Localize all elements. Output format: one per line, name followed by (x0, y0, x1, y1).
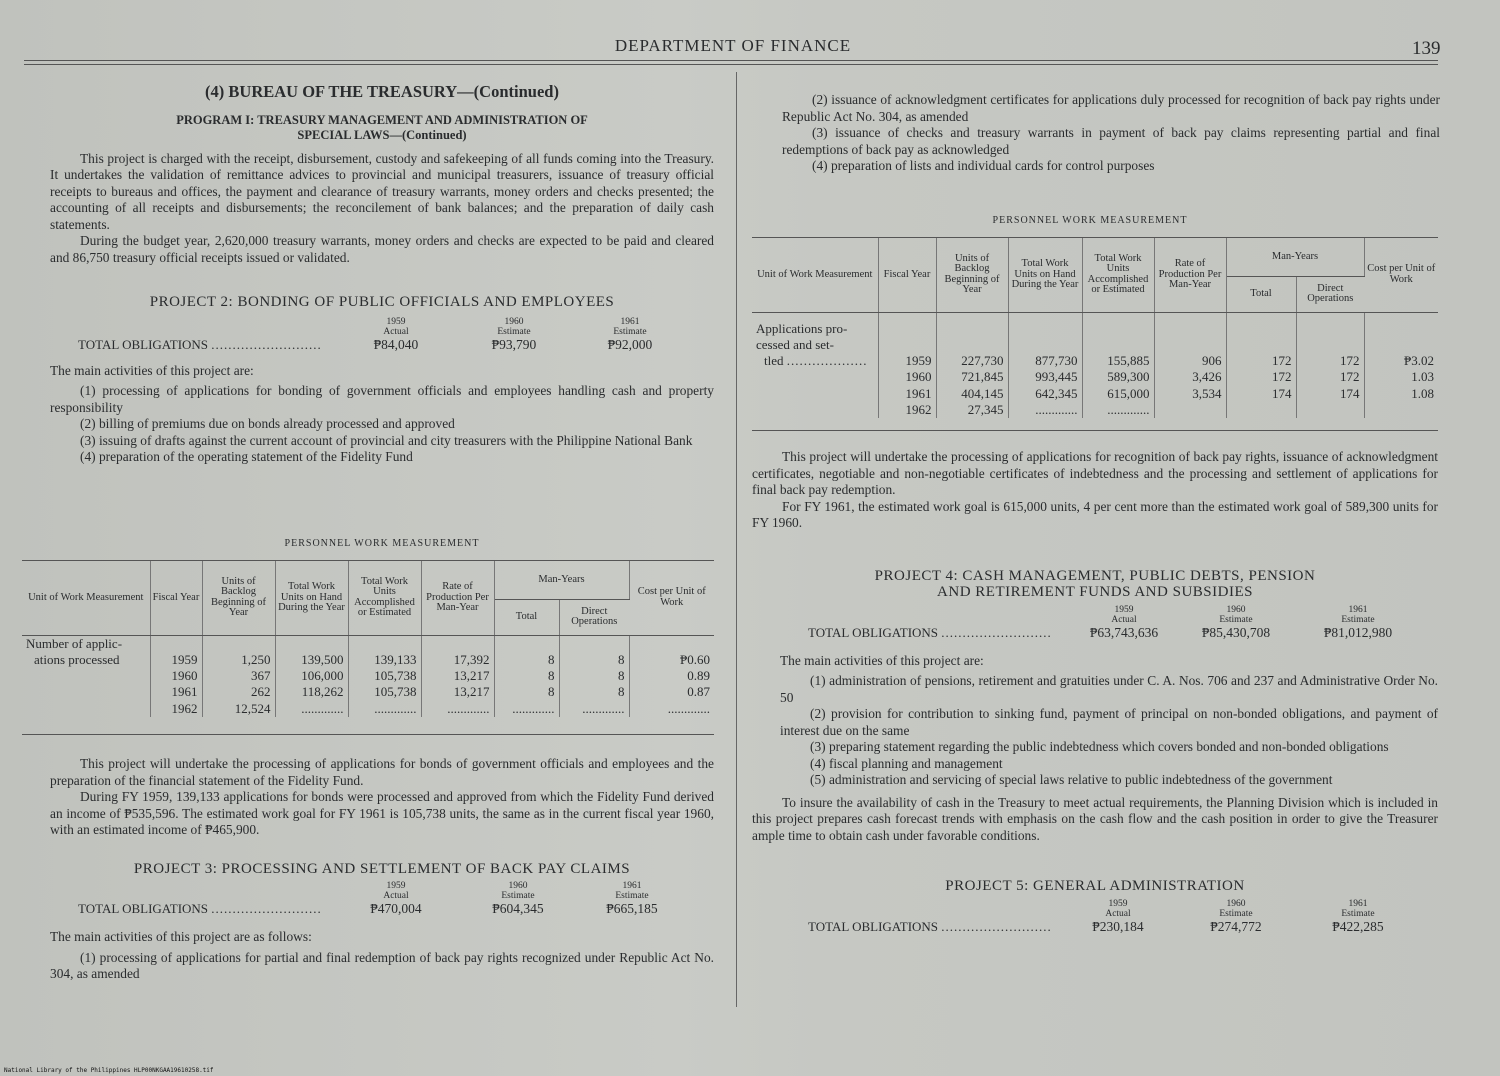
th-unit: Unit of Work Measurement (22, 561, 150, 635)
cell-backlog: 721,845 (936, 369, 1008, 385)
col-1961-head: 1961 Estimate (613, 316, 647, 337)
table-row: 1962 27,345 ............. ............. (752, 402, 1438, 418)
oblig-1960: ₱85,430,708 (1201, 624, 1271, 640)
cell-rate: 906 (1154, 353, 1226, 369)
oblig-1960: ₱604,345 (492, 901, 544, 916)
cell-cost: ₱3.02 (1404, 353, 1434, 369)
project5-obligations (752, 899, 1438, 935)
cell-cost: ₱0.60 (680, 651, 710, 667)
cell-total: 8 (494, 668, 559, 684)
th-backlog: Units of Backlog Beginning of Year (202, 561, 275, 635)
oblig-label: TOTAL OBLIGATIONS .......................... (808, 918, 1052, 934)
pwm-title-left: PERSONNEL WORK MEASUREMENT (284, 538, 480, 549)
pwm-title-right: PERSONNEL WORK MEASUREMENT (992, 215, 1188, 226)
cell-total: 8 (494, 684, 559, 700)
project4-obligations (752, 605, 1438, 641)
project2-description-2: During FY 1959, 139,133 applications for bonds were processed and approved from which the Fidelity Fund derived an income of ₱535,596. The estimated work goal for FY 1961 is 105,738 units, the same as in the current fiscal year 1960, with an estimated income of ₱465,900. (50, 789, 714, 837)
th-on-hand: Total Work Units on Hand During the Year (1008, 238, 1082, 312)
th-cost: Cost per Unit of Work (1364, 238, 1438, 312)
oblig-label: TOTAL OBLIGATIONS .......................... (78, 901, 322, 916)
oblig-1961: ₱422,285 (1332, 918, 1384, 934)
oblig-1960: ₱93,790 (491, 336, 537, 352)
cell-year: 1961 (878, 386, 936, 402)
activity-3: (3) issuing of drafts against the current account of provincial and city treasurers with the Philippine National Bank (80, 432, 693, 448)
cell-rate: 3,426 (1154, 369, 1226, 385)
table-row (22, 668, 714, 684)
cell-on-hand: 877,730 (1008, 353, 1082, 369)
th-direct: Direct Operations (1296, 276, 1364, 312)
activity-4: (4) preparation of the operating statement of the Fidelity Fund (80, 449, 413, 464)
cell-year: 1962 (150, 701, 202, 717)
cell-year: 1962 (878, 402, 936, 418)
cell-accomplished: 589,300 (1082, 369, 1154, 385)
col-1959-head: 1959 Actual (1105, 898, 1131, 919)
work-measurement-table-right (752, 238, 1438, 418)
cell-on-hand: 642,345 (1008, 386, 1082, 402)
oblig-1961: ₱665,185 (606, 901, 658, 916)
cell-accomplished: 155,885 (1082, 353, 1154, 369)
scan-footer: National Library of the Philippines HLP00NKGAA19610258.tif (4, 1067, 214, 1074)
cell-cost: 1.08 (1411, 385, 1434, 401)
activity-1: (1) processing of applications for bonding of government officials and employees handling cash and property responsibility (50, 383, 714, 415)
cell-year: 1960 (150, 668, 202, 684)
project3-title: PROJECT 3: PROCESSING AND SETTLEMENT OF BACK PAY CLAIMS (133, 860, 631, 877)
cell-rate: 13,217 (421, 668, 494, 684)
page-header: DEPARTMENT OF FINANCE (614, 36, 852, 55)
activity-3: (3) issuance of checks and treasury warrants in payment of back pay claims representing partial and final redemptions of back pay as acknowledged (782, 125, 1440, 157)
th-fiscal: Fiscal Year (878, 238, 936, 312)
left-column-lower (50, 756, 714, 983)
activity-2: (2) provision for contribution to sinking fund, payment of principal on non-bonded obligations, and payment of interest due on the same (780, 706, 1438, 738)
cell-accomplished: 105,738 (348, 668, 421, 684)
col-1960-head: 1960 Estimate (497, 316, 531, 337)
th-backlog: Units of Backlog Beginning of Year (936, 238, 1008, 312)
cell-direct: 8 (559, 668, 629, 684)
cell-direct: 8 (559, 652, 629, 668)
th-cost: Cost per Unit of Work (629, 561, 714, 635)
table-bottom-rule (22, 734, 714, 735)
cell-total: 172 (1226, 369, 1296, 385)
cell-direct: 174 (1296, 386, 1364, 402)
th-rate: Rate of Production Per Man-Year (1154, 238, 1226, 312)
cell-backlog: 262 (202, 684, 275, 700)
cell-on-hand: 139,500 (275, 652, 348, 668)
table-bottom-rule (752, 430, 1438, 431)
activities-intro: The main activities of this project are: (50, 362, 254, 378)
cell-backlog: 227,730 (936, 353, 1008, 369)
cell-backlog: 404,145 (936, 386, 1008, 402)
cell-backlog: 27,345 (936, 402, 1008, 418)
activity-1: (1) administration of pensions, retirement and gratuities under C. A. Nos. 706 and 237 and Administrative Order No. 50 (780, 673, 1438, 705)
cell-on-hand: 106,000 (275, 668, 348, 684)
intro-paragraph-1: This project is charged with the receipt, disbursement, custody and safekeeping of all funds coming into the Treasury. It undertakes the validation of remittance advices to provincial and municipal treasurers, issuance of treasury official receipts to bureaus and offices, the payment and clearance of treasury warrants, money orders and checks presented; the accounting of all receipts and disbursements; the reconcilement of bank balances; and the preparation of daily cash statements. (50, 150, 714, 232)
cell-backlog: 367 (202, 668, 275, 684)
project3-description-1: This project will undertake the processing of applications for recognition of back pay rights, issuance of acknowledgment certificates, negotiable and non-negotiable certificates of indebtedness and the processing and settlement of applications for final back pay redemption. (752, 449, 1438, 497)
oblig-label: TOTAL OBLIGATIONS .......................... (78, 336, 322, 352)
right-column-lower (752, 449, 1438, 935)
project5-title: PROJECT 5: GENERAL ADMINISTRATION (945, 878, 1245, 894)
cell-cost: 1.03 (1411, 369, 1434, 385)
oblig-1960: ₱274,772 (1210, 918, 1262, 934)
oblig-1961: ₱92,000 (607, 336, 653, 352)
cell-on-hand: 118,262 (275, 684, 348, 700)
th-man-years: Man-Years (494, 561, 629, 599)
th-total: Total (1226, 276, 1296, 312)
th-direct: Direct Operations (559, 599, 629, 635)
table-row (752, 353, 1438, 369)
unit-label: Number of applic- (22, 635, 150, 652)
activity-2: (2) issuance of acknowledgment certificates for applications duly processed for recognition of back pay rights under Republic Act No. 304, as amended (782, 92, 1440, 124)
cell-year: 1959 (150, 652, 202, 668)
project4-title-line-2: AND RETIREMENT FUNDS AND SUBSIDIES (937, 584, 1253, 600)
project2-title: PROJECT 2: BONDING OF PUBLIC OFFICIALS AND EMPLOYEES (149, 294, 615, 310)
project3-obligations (50, 881, 714, 917)
th-on-hand: Total Work Units on Hand During the Year (275, 561, 348, 635)
project2-obligations (50, 317, 714, 353)
unit-label: Applications pro- (752, 312, 878, 337)
cell-accomplished: 105,738 (348, 684, 421, 700)
column-divider (736, 72, 737, 1007)
work-measurement-table-left (22, 561, 714, 717)
col-1961-head: 1961 Estimate (1341, 898, 1375, 919)
activity-2: (2) billing of premiums due on bonds already processed and approved (80, 416, 455, 431)
activity-5: (5) administration and servicing of special laws relative to public indebtedness of the government (810, 772, 1333, 787)
program-title-line-1: PROGRAM I: TREASURY MANAGEMENT AND ADMINISTRATION OF (176, 112, 588, 127)
activity-4: (4) preparation of lists and individual cards for control purposes (812, 158, 1155, 173)
activity-4: (4) fiscal planning and management (810, 755, 1003, 771)
table-row (752, 369, 1438, 385)
th-man-years: Man-Years (1226, 238, 1364, 276)
th-accomplished: Total Work Units Accomplished or Estimated (1082, 238, 1154, 312)
cell-cost: 0.89 (687, 668, 710, 684)
col-1960-head: 1960 Estimate (1219, 898, 1253, 919)
th-total: Total (494, 599, 559, 635)
right-column (782, 92, 1440, 175)
page-number: 139 (1412, 38, 1441, 59)
cell-rate: 13,217 (421, 684, 494, 700)
activities-intro: The main activities of this project are: (780, 652, 984, 668)
oblig-1959: ₱63,743,636 (1089, 624, 1159, 640)
activity-3: (3) preparing statement regarding the public indebtedness which covers bonded and non-bonded obligations (810, 739, 1389, 754)
th-accomplished: Total Work Units Accomplished or Estimated (348, 561, 421, 635)
table-row: 1962 12,524 ............. ............. ............. ............. ............. ............. (22, 701, 714, 717)
unit-label: cessed and set- (752, 337, 878, 353)
col-1959-head: 1959 Actual (383, 316, 409, 337)
left-column (50, 84, 714, 466)
cell-direct: 172 (1296, 353, 1364, 369)
table-row (22, 684, 714, 700)
table-row (22, 652, 714, 668)
cell-backlog: 12,524 (202, 701, 275, 717)
project2-description-1: This project will undertake the processing of applications for bonds of government officials and employees and the preparation of the financial statement of the Fidelity Fund. (50, 756, 714, 788)
project4-title-line-1: PROJECT 4: CASH MANAGEMENT, PUBLIC DEBTS, PENSION (874, 567, 1316, 584)
activities-intro: The main activities of this project are as follows: (50, 929, 312, 944)
oblig-1959: ₱230,184 (1092, 918, 1144, 934)
header-rule-2 (24, 64, 1438, 65)
oblig-label: TOTAL OBLIGATIONS .......................... (808, 624, 1052, 640)
cell-total: 172 (1226, 353, 1296, 369)
oblig-1961: ₱81,012,980 (1323, 624, 1393, 640)
col-1961-head: 1961 Estimate (1341, 604, 1375, 625)
col-1961-head: 1961 Estimate (615, 881, 649, 901)
table-row (752, 386, 1438, 402)
intro-paragraph-2: During the budget year, 2,620,000 treasury warrants, money orders and checks are expected to be paid and cleared and 86,750 treasury official receipts issued or validated. (50, 233, 714, 265)
cell-accomplished: 139,133 (348, 652, 421, 668)
cell-total: 8 (494, 652, 559, 668)
cell-year: 1960 (878, 369, 936, 385)
cell-year: 1961 (150, 684, 202, 700)
cell-on-hand: 993,445 (1008, 369, 1082, 385)
cell-year: 1959 (878, 353, 936, 369)
unit-label: ations processed (22, 652, 150, 668)
col-1960-head: 1960 Estimate (501, 881, 535, 901)
activity-1: (1) processing of applications for partial and final redemption of back pay rights recognized under Republic Act No. 304, as amended (50, 949, 714, 981)
th-rate: Rate of Production Per Man-Year (421, 561, 494, 635)
header-rule (24, 60, 1438, 61)
col-1960-head: 1960 Estimate (1219, 604, 1253, 625)
project4-description: To insure the availability of cash in the Treasury to meet actual requirements, the Planning Division which is included in this project prepares cash forecast trends with emphasis on the cash flow and the cash position in order to give the Treasurer ample time to obtain cash under favorable conditions. (752, 794, 1438, 843)
cell-cost: 0.87 (687, 684, 710, 700)
bureau-title: (4) BUREAU OF THE TREASURY—(Continued) (205, 82, 559, 101)
cell-total: 174 (1226, 386, 1296, 402)
unit-label: tled ................... (752, 353, 878, 369)
cell-backlog: 1,250 (202, 652, 275, 668)
cell-rate: 17,392 (421, 652, 494, 668)
col-1959-head: 1959 Actual (1111, 604, 1137, 625)
oblig-1959: ₱84,040 (373, 336, 419, 352)
th-unit: Unit of Work Measurement (752, 238, 878, 312)
project3-description-2: For FY 1961, the estimated work goal is 615,000 units, 4 per cent more than the estimated work goal of 589,300 units for FY 1960. (752, 498, 1438, 530)
cell-direct: 8 (559, 684, 629, 700)
oblig-1959: ₱470,004 (370, 901, 422, 916)
program-title-line-2: SPECIAL LAWS—(Continued) (297, 127, 467, 142)
cell-direct: 172 (1296, 369, 1364, 385)
th-fiscal: Fiscal Year (150, 561, 202, 635)
cell-accomplished: 615,000 (1082, 386, 1154, 402)
col-1959-head: 1959 Actual (383, 881, 409, 901)
cell-rate: 3,534 (1154, 386, 1226, 402)
